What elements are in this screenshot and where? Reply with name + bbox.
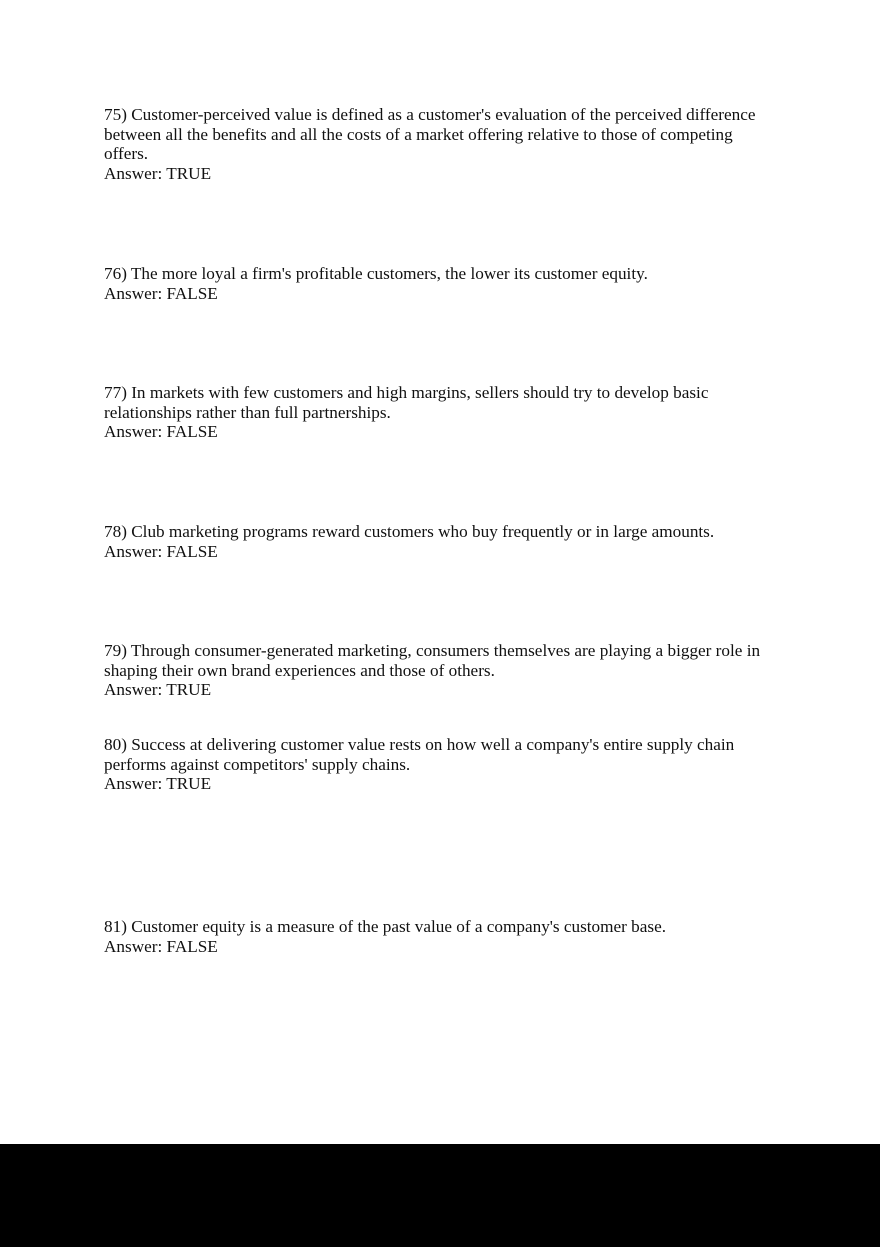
question-76 — [104, 264, 774, 303]
answer: Answer: FALSE — [104, 422, 218, 442]
question-79 — [104, 641, 774, 700]
question-text: 79) Through consumer-generated marketing, consumers themselves are playing a bigger role in — [104, 641, 761, 660]
question-text: relationships rather than full partnerships. — [104, 402, 391, 422]
question-text: offers. — [104, 144, 149, 164]
answer: Answer: TRUE — [104, 774, 212, 794]
answer: Answer: FALSE — [104, 936, 218, 956]
question-text: 80) Success at delivering customer value rests on how well a company's entire supply chain — [104, 735, 735, 754]
question-78 — [104, 522, 774, 561]
answer: Answer: FALSE — [104, 541, 218, 561]
question-81 — [104, 917, 774, 956]
question-text: 77) In markets with few customers and high margins, sellers should try to develop basic — [104, 383, 709, 402]
answer: Answer: TRUE — [104, 163, 212, 183]
page-bottom-bar — [0, 1144, 880, 1247]
question-80 — [104, 735, 774, 794]
question-text: 76) The more loyal a firm's profitable customers, the lower its customer equity. — [104, 264, 648, 283]
question-text: 75) Customer-perceived value is defined as a customer's evaluation of the perceived difference — [104, 105, 756, 124]
question-text: 78) Club marketing programs reward customers who buy frequently or in large amounts. — [104, 522, 715, 541]
answer: Answer: TRUE — [104, 680, 212, 700]
question-75 — [104, 105, 774, 183]
question-77 — [104, 383, 774, 442]
question-text: performs against competitors' supply chains. — [104, 754, 411, 774]
question-text: between all the benefits and all the costs of a market offering relative to those of competing — [104, 124, 733, 144]
question-text: 81) Customer equity is a measure of the past value of a company's customer base. — [104, 917, 667, 936]
question-text: shaping their own brand experiences and those of others. — [104, 660, 495, 680]
answer: Answer: FALSE — [104, 283, 218, 303]
